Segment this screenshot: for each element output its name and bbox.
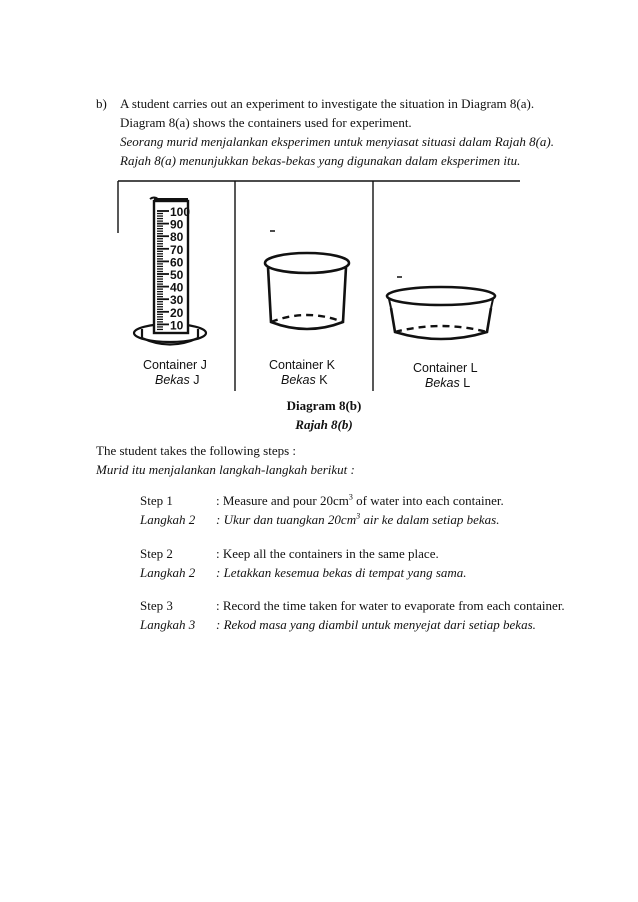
container-k-label	[269, 358, 335, 388]
step-3-text-ms: : Rekod masa yang diambil untuk menyejat dari setiap bekas.	[216, 617, 536, 632]
steps-intro-en: The student takes the following steps :	[96, 443, 297, 458]
container-k-name-ms: Bekas K	[281, 373, 328, 387]
container-l-name-ms: Bekas L	[425, 376, 471, 390]
diagram-caption-ms: Rajah 8(b)	[295, 417, 353, 432]
cylinder-scale-label: 90	[170, 217, 184, 232]
question-line-en-1: A student carries out an experiment to investigate the situation in Diagram 8(a).	[120, 96, 535, 111]
step-2-text: : Keep all the containers in the same place.	[216, 546, 439, 561]
question-marker: b)	[96, 96, 107, 111]
cylinder-scale-label: 70	[170, 242, 184, 257]
question-line-ms-1: Seorang murid menjalankan eksperimen untuk menyiasat situasi dalam Rajah 8(a).	[120, 134, 554, 149]
cylinder-scale-label: 10	[170, 318, 184, 333]
basin-icon	[387, 277, 495, 339]
container-j-name: Container J	[143, 358, 207, 372]
container-l-name: Container L	[413, 361, 478, 375]
container-j-name-ms: Bekas J	[155, 373, 200, 387]
cylinder-scale-label: 80	[170, 230, 184, 245]
cylinder-scale-label: 20	[170, 305, 184, 320]
diagram-caption-en: Diagram 8(b)	[286, 398, 362, 413]
step-2-text-ms: : Letakkan kesemua bekas di tempat yang sama.	[216, 565, 467, 580]
steps-intro	[96, 441, 355, 479]
container-j-label	[143, 358, 207, 388]
step-1-label: Step 1	[140, 493, 173, 508]
cylinder-scale-label: 30	[170, 293, 184, 308]
step-3-label-ms: Langkah 3	[140, 617, 196, 632]
cylinder-scale-label: 50	[170, 268, 184, 282]
question-line-en-2: Diagram 8(a) shows the containers used for experiment.	[120, 115, 412, 130]
step-1-text: : Measure and pour $20cm^3$ of water into each container.	[216, 492, 504, 508]
measuring-cylinder-icon	[134, 198, 206, 345]
cylinder-scale-label: 60	[170, 255, 184, 270]
step-1-label-ms: Langkah 2	[140, 512, 196, 527]
container-k-name: Container K	[269, 358, 336, 372]
question-line-ms-2: Rajah 8(a) menunjukkan bekas-bekas yang digunakan dalam eksperimen itu.	[120, 153, 521, 168]
steps-intro-ms: Murid itu menjalankan langkah-langkah berikut :	[96, 462, 355, 477]
beaker-icon	[265, 231, 349, 329]
container-l-label	[413, 361, 478, 391]
step-2-label-ms: Langkah 2	[140, 565, 196, 580]
question-text	[120, 94, 600, 170]
step-2-label: Step 2	[140, 546, 173, 561]
cylinder-scale-label: 40	[170, 280, 184, 295]
step-3-label: Step 3	[140, 598, 173, 613]
cylinder-scale-label: 100	[170, 205, 191, 219]
step-1-text-ms: : Ukur dan tuangkan $20cm^3$ air ke dalam setiap bekas.	[216, 511, 500, 527]
step-3-text: : Record the time taken for water to evaporate from each container.	[216, 598, 565, 613]
diagram-caption	[0, 396, 638, 434]
